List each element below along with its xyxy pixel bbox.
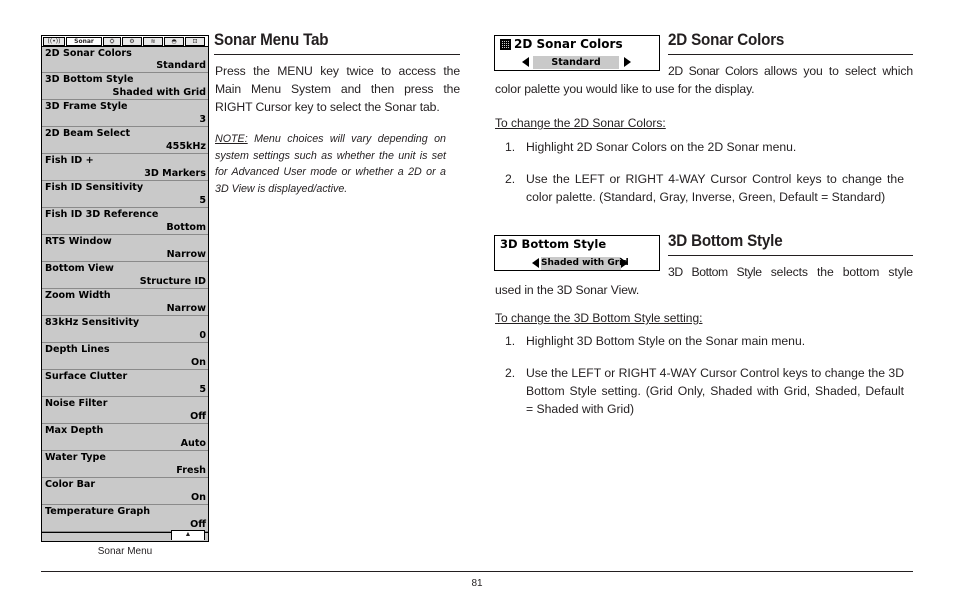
menu-item-label: Max Depth (45, 425, 104, 436)
step-line: color palette. (Standard, Gray, Inverse, Green, Default = Standard) (526, 190, 886, 204)
footer-rule (41, 571, 913, 572)
step-text: Highlight 3D Bottom Style on the Sonar main menu. (526, 334, 806, 348)
sonar-menu-tab-heading: Sonar Menu Tab (214, 31, 329, 49)
heading-rule (668, 255, 913, 256)
left-arrow-icon[interactable] (522, 57, 529, 67)
para-line: RIGHT Cursor key to select the Sonar tab. (215, 100, 440, 114)
menu-item-value: 455kHz (165, 141, 206, 152)
menu-item-value: 0 (199, 330, 206, 341)
bottom-style-line2: used in the 3D Sonar View. (495, 283, 640, 297)
menu-item-label: Fish ID 3D Reference (45, 209, 159, 220)
menu-item[interactable] (42, 478, 208, 505)
widget-title: 3D Bottom Style (500, 237, 607, 251)
sonar-menu-tab-paragraph (215, 62, 460, 116)
menu-item-label: Noise Filter (45, 398, 108, 409)
bottom-style-heading: 3D Bottom Style (668, 232, 783, 250)
tab-alarms[interactable]: ((•)) (43, 37, 65, 46)
step-line: Bottom Style setting. (Grid Only, Shaded with Grid, Shaded, Default (526, 384, 904, 398)
menu-item-label: 3D Bottom Style (45, 74, 134, 85)
widget-title: 2D Sonar Colors (514, 37, 623, 51)
menu-item[interactable] (42, 370, 208, 397)
sonar-colors-step-1 (505, 138, 913, 156)
menu-item-value: Narrow (166, 249, 206, 260)
bottom-style-lead (668, 263, 913, 281)
note-line: system settings such as whether the unit is set (215, 149, 446, 162)
bottom-style-value[interactable]: Shaded with Grid (541, 258, 629, 268)
menu-item-label: Depth Lines (45, 344, 110, 355)
sonar-menu-screenshot (41, 35, 209, 542)
menu-item-value: On (191, 357, 206, 368)
step-line: Use the LEFT or RIGHT 4-WAY Cursor Control keys to change the 3D (526, 366, 904, 380)
heading-rule (668, 54, 913, 55)
heading-rule (214, 54, 460, 55)
step-line: Use the LEFT or RIGHT 4-WAY Cursor Control keys to change the (526, 172, 904, 186)
menu-item[interactable] (42, 127, 208, 154)
sonar-colors-lead (668, 62, 913, 80)
menu-item-label: Temperature Graph (45, 506, 151, 517)
menu-item-value: 3D Markers (144, 168, 206, 179)
menu-item[interactable] (42, 208, 208, 235)
sonar-colors-value[interactable]: Standard (533, 56, 619, 69)
menu-item-value: Fresh (176, 465, 206, 476)
right-arrow-icon[interactable] (621, 258, 628, 268)
menu-item[interactable] (42, 100, 208, 127)
menu-item[interactable] (42, 181, 208, 208)
tab-navigation[interactable]: ⛭ (103, 37, 121, 46)
step-number: 1. (505, 334, 516, 348)
menu-item-value: Shaded with Grid (112, 87, 206, 98)
lead-rest: allows you to select which (757, 64, 913, 78)
menu-item[interactable] (42, 154, 208, 181)
tab-views[interactable]: ≋ (143, 37, 163, 46)
bottom-style-widget (494, 235, 660, 271)
menu-item-value: 5 (199, 384, 206, 395)
menu-item[interactable] (42, 505, 208, 532)
menu-item-label: 2D Sonar Colors (45, 48, 132, 59)
menu-item-label: 3D Frame Style (45, 101, 128, 112)
menu-item-value: Structure ID (139, 276, 206, 287)
sonar-colors-subhead: To change the 2D Sonar Colors: (495, 116, 666, 130)
menu-item-value: Off (190, 519, 206, 530)
bottom-style-subhead: To change the 3D Bottom Style setting: (495, 311, 703, 325)
tab-system[interactable]: ⊡ (185, 37, 205, 46)
lead-term: 3D Bottom Style (668, 265, 762, 279)
note-text: Menu choices will vary depending on (247, 133, 446, 145)
scroll-up-icon[interactable]: ▲ (171, 530, 205, 540)
sonar-colors-heading: 2D Sonar Colors (668, 31, 785, 49)
lead-term: 2D Sonar Colors (668, 64, 758, 78)
menu-item-label: Surface Clutter (45, 371, 128, 382)
note-block (215, 131, 446, 197)
menu-item-value: 5 (199, 195, 206, 206)
sonar-colors-line2: color palette you would like to use for the display. (495, 82, 755, 96)
right-arrow-icon[interactable] (624, 57, 631, 67)
figure-caption: Sonar Menu (97, 546, 153, 557)
menu-item[interactable] (42, 424, 208, 451)
menu-item-label: Color Bar (45, 479, 96, 490)
menu-item[interactable] (42, 262, 208, 289)
sonar-colors-step-2 (505, 170, 913, 206)
step-text: Highlight 2D Sonar Colors on the 2D Sonar menu. (526, 140, 797, 154)
bottom-style-step-2 (505, 364, 913, 418)
step-text (526, 170, 904, 206)
menu-item[interactable] (42, 316, 208, 343)
menu-item-value: On (191, 492, 206, 503)
step-text (526, 364, 904, 418)
step-number: 1. (505, 140, 516, 154)
step-number: 2. (505, 172, 516, 186)
menu-item[interactable] (42, 73, 208, 100)
para-line: Press the MENU key twice to access the (215, 64, 460, 78)
menu-item[interactable] (42, 235, 208, 262)
menu-item-value: Bottom (166, 222, 206, 233)
step-number: 2. (505, 366, 516, 380)
menu-item[interactable] (42, 451, 208, 478)
left-arrow-icon[interactable] (532, 258, 539, 268)
menu-item-label: RTS Window (45, 236, 112, 247)
para-line: Main Menu System and then press the (215, 82, 460, 96)
menu-item-value: Standard (156, 60, 206, 71)
bottom-style-step-1 (505, 332, 913, 350)
page-number: 81 (471, 578, 483, 589)
menu-item-label: Fish ID + (45, 155, 94, 166)
lead-rest: selects the bottom style (761, 265, 913, 279)
menu-item-label: 83kHz Sensitivity (45, 317, 140, 328)
menu-item[interactable] (42, 397, 208, 424)
menu-item-value: Auto (180, 438, 206, 449)
menu-item-label: Water Type (45, 452, 106, 463)
menu-item-value: Off (190, 411, 206, 422)
menu-item-label: Fish ID Sensitivity (45, 182, 144, 193)
menu-item-value: 3 (199, 114, 206, 125)
tab-accessories[interactable]: ◓ (164, 37, 184, 46)
grid-icon (500, 39, 511, 50)
sonar-colors-widget (494, 35, 660, 71)
menu-item-label: 2D Beam Select (45, 128, 131, 139)
menu-item[interactable] (42, 47, 208, 73)
menu-item-label: Zoom Width (45, 290, 111, 301)
menu-item[interactable] (42, 343, 208, 370)
note-line: 3D View is displayed/active. (215, 182, 348, 195)
tab-setup[interactable]: ⚙ (122, 37, 142, 46)
menu-tab-bar (42, 36, 208, 47)
note-label: NOTE: (215, 133, 248, 145)
menu-item-label: Bottom View (45, 263, 114, 274)
menu-item-value: Narrow (166, 303, 206, 314)
scroll-footer (42, 532, 208, 541)
note-line (215, 131, 446, 148)
menu-item[interactable] (42, 289, 208, 316)
menu-item-list (42, 47, 208, 532)
note-line: for Advanced User mode or whether a 2D or a (215, 166, 446, 179)
tab-sonar[interactable]: Sonar (66, 37, 102, 46)
step-line: = Shaded with Grid) (526, 402, 635, 416)
